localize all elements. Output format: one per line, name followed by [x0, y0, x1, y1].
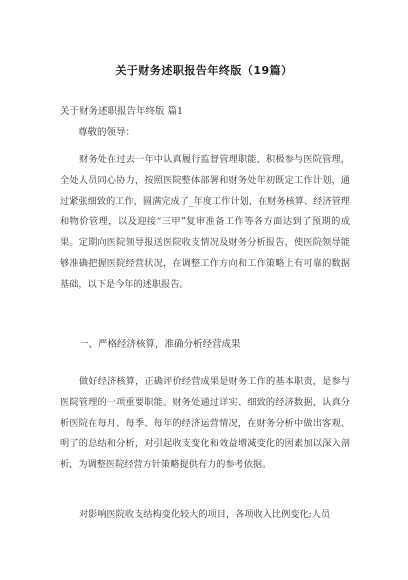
- paragraph-3: 对影响医院收支结构变化较大的项目，各项收入比例变化;人员: [79, 509, 331, 520]
- paragraph-2: 做好经济核算，正确评价经营成果是财务工作的基本职责，是参与医院管理的一项重要职能。财务处通过详实、细致的经济数据，认真分析医院在每月、每季、每年的经济运营情况，在财务分析中做出客观、明了的总结和分析，对引起收支变化和效益增减变化的因素加以深入剖析，为调整医院经营方针策略提供有力的参考依据。: [60, 376, 350, 471]
- paragraph-1: 财务处在过去一年中认真履行监督管理职能，积极参与医院管理，全处人员同心协力，按照医院整体部署和财务处年初既定工作计划，通过紧张细致的工作，圆满完成了_年度工作计划，在财务核算、经济管理和物价管理，以及迎接“三甲”复审准备工作等各方面达到了预期的成果。定期向医院领导报送医院收支情况及财务分析报告，使医院领导能够准确把握医院经营状况，在调整工作方向和工作策略上有可靠的数据基础，以下是今年的述职报告。: [60, 154, 350, 290]
- section-subtitle: 关于财务述职报告年终版 篇1: [60, 106, 184, 117]
- section-heading-1: 一、严格经济核算，准确分析经营成果: [79, 339, 241, 350]
- greeting: 尊敬的领导：: [78, 127, 136, 138]
- document-title: 关于财务述职报告年终版（19篇）: [115, 64, 293, 77]
